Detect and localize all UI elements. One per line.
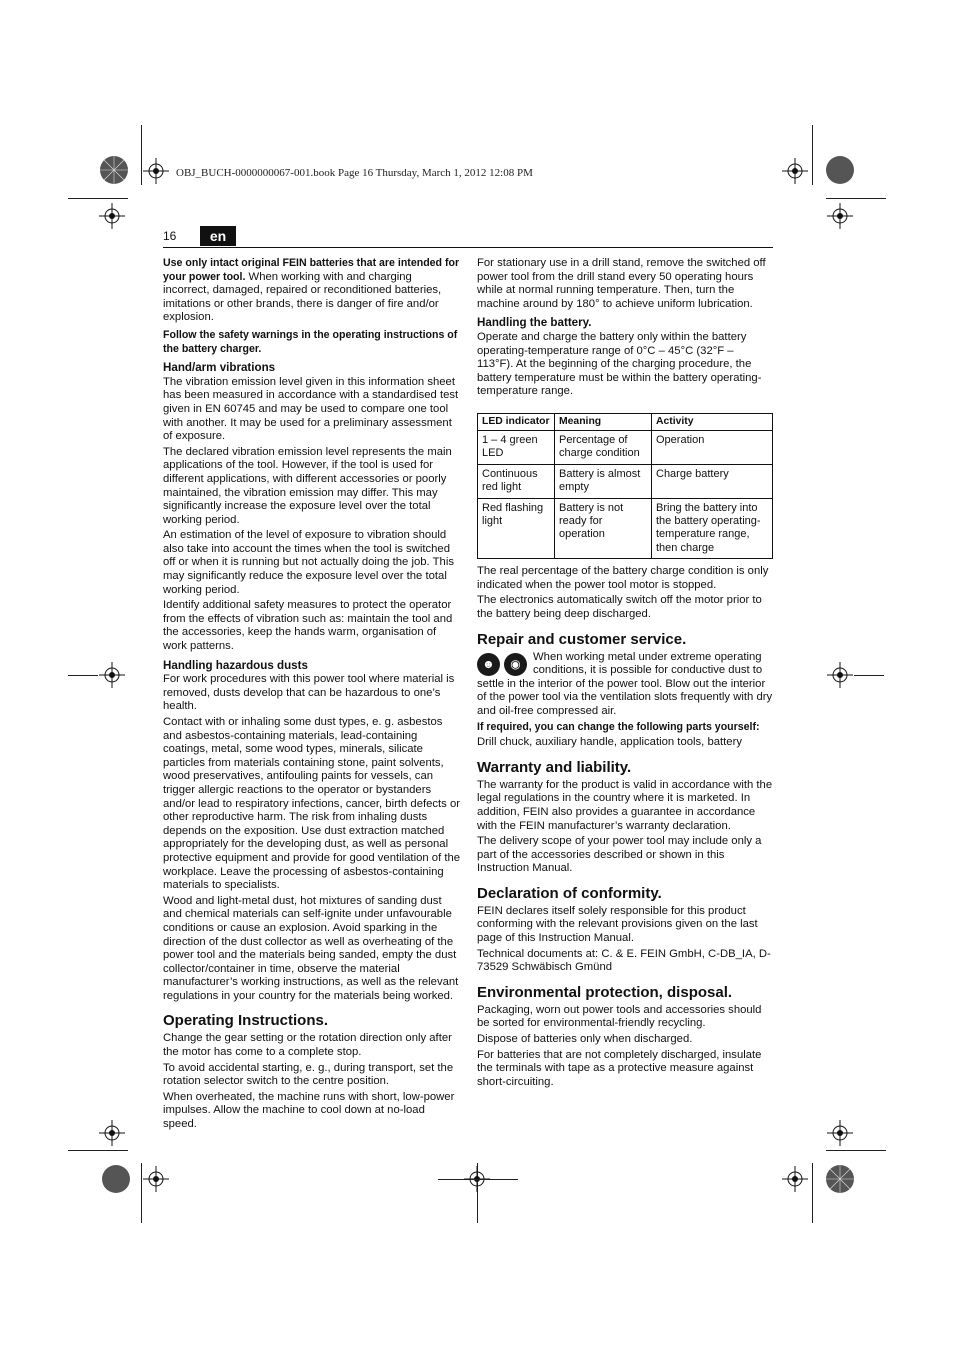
paragraph: The electronics automatically switch off the motor prior to the battery being deep discharged.: [477, 594, 762, 620]
warranty-heading: Warranty and liability.: [477, 758, 632, 776]
left-column: [163, 257, 461, 1134]
crosshair-icon: [827, 662, 853, 688]
paragraph: The warranty for the product is valid in accordance with the legal regulations in the country where it is marketed. In addition, FEIN also provides a guarantee in accordance with the FEIN manufacturer’s warranty declaration.: [477, 778, 773, 832]
dust-heading: Handling hazardous dusts: [163, 658, 308, 672]
paragraph: The vibration emission level given in this information sheet has been measured in accordance with a standardised test given in EN 60745 and may be used to compare one tool with another. It may be used for a preliminary assessment of exposure.: [163, 375, 459, 443]
table-header-row: [478, 413, 773, 430]
crosshair-icon: [782, 1166, 808, 1192]
face-mask-icon: ☻: [477, 653, 500, 676]
crosshair-icon: [782, 158, 808, 184]
table-row: [478, 464, 773, 498]
led-indicator-table: [477, 413, 773, 559]
paragraph: For batteries that are not completely discharged, insulate the terminals with tape as a protective measure against short-circuiting.: [477, 1048, 762, 1088]
table-cell: Battery is almost empty: [555, 464, 652, 498]
paragraph: For stationary use in a drill stand, remove the switched off power tool from the drill stand every 50 operating hours while at normal running temperature. Then, turn the machine around by 180° to achieve uniform lubrication.: [477, 257, 766, 310]
crosshair-icon: [99, 1120, 125, 1146]
table-cell: Charge battery: [652, 464, 773, 498]
paragraph: Packaging, worn out power tools and accessories should be sorted for environmental-friendly recycling.: [477, 1003, 762, 1030]
table-cell: Percentage of charge condition: [555, 430, 652, 464]
registration-target-icon: [100, 1163, 132, 1195]
table-row: [478, 430, 773, 464]
crosshair-icon: [827, 1120, 853, 1146]
table-cell: Bring the battery into the battery operating-temperature range, then charge: [652, 498, 773, 559]
operating-heading: Operating Instructions.: [163, 1012, 329, 1030]
paragraph: Wood and light-metal dust, hot mixtures of sanding dust and chemical materials can self-ignite under unfavourable conditions or cause an explosion. Avoid sparking in the direction of the dust collector as well as overheating of the power tool and the materials being sanded, empty the dust collector/container in time, observe the material manufacturer’s working instructions, as well as the relevant regulations in your country for the materials being worked.: [163, 894, 459, 1002]
column-header: LED indicator: [478, 413, 555, 430]
crosshair-icon: [143, 158, 169, 184]
table-cell: Operation: [652, 430, 773, 464]
crosshair-icon: [143, 1166, 169, 1192]
registration-target-icon: [824, 1163, 856, 1195]
environment-heading: Environmental protection, disposal.: [477, 983, 733, 1001]
charger-warning: Follow the safety warnings in the operating instructions of the battery charger.: [163, 328, 458, 355]
table-cell: 1 – 4 green LED: [478, 430, 555, 464]
paragraph: The declared vibration emission level represents the main applications of the tool. However, if the tool is used for different applications, with different accessories or poorly maintained, the vibration emission may differ. This may significantly increase the exposure level over the total working period.: [163, 445, 452, 526]
parts-heading: If required, you can change the following parts yourself:: [477, 720, 760, 733]
safety-icons: [477, 653, 529, 677]
paragraph: Technical documents at: C. & E. FEIN GmbH, C-DB_IA, D-73529 Schwäbisch Gmünd: [477, 947, 771, 974]
paragraph: Operate and charge the battery only within the battery operating-temperature range of 0°C – 45°C (32°F – 113°F). At the beginning of the charging procedure, the battery temperature must be within the battery operating-temperature range.: [477, 330, 762, 398]
column-header: Activity: [652, 413, 773, 430]
crosshair-icon: [827, 203, 853, 229]
paragraph: Drill chuck, auxiliary handle, application tools, battery: [477, 736, 742, 749]
language-tab: en: [200, 226, 236, 246]
declaration-heading: Declaration of conformity.: [477, 884, 662, 902]
right-column: [477, 257, 773, 1091]
registration-target-icon: [824, 154, 856, 186]
crosshair-icon: [99, 662, 125, 688]
registration-target-icon: [98, 154, 130, 186]
table-cell: Red flashing light: [478, 498, 555, 559]
table-row: [478, 498, 773, 559]
paragraph: When overheated, the machine runs with short, low-power impulses. Allow the machine to cool down at no-load speed.: [163, 1090, 455, 1131]
column-header: Meaning: [555, 413, 652, 430]
paragraph: The delivery scope of your power tool may include only a part of the accessories described or shown in this Instruction Manual.: [477, 835, 762, 875]
paragraph: An estimation of the level of exposure to vibration should also take into account the times when the tool is switched off or when it is running but not actually doing the job. This may significantly reduce the exposure level over the total working period.: [163, 529, 454, 596]
header-rule: [163, 247, 773, 248]
battery-warning-paragraph: Use only intact original FEIN batteries that are intended for your power tool. When working with and charging incorrect, damaged, repaired or reconditioned batteries, imitations or other brands, there is danger of fire and/or explosion.: [163, 257, 460, 324]
battery-heading: Handling the battery.: [477, 316, 592, 330]
paragraph: The real percentage of the battery charge condition is only indicated when the power tool motor is stopped.: [477, 565, 769, 591]
hand-arm-heading: Hand/arm vibrations: [163, 361, 276, 375]
table-cell: Continuous red light: [478, 464, 555, 498]
file-header: OBJ_BUCH-0000000067-001.book Page 16 Thursday, March 1, 2012 12:08 PM: [176, 167, 533, 179]
crosshair-icon: [99, 203, 125, 229]
paragraph: To avoid accidental starting, e. g., during transport, set the rotation selector switch to the centre position.: [163, 1061, 454, 1088]
paragraph: Change the gear setting or the rotation direction only after the motor has come to a complete stop.: [163, 1032, 452, 1059]
ear-protection-icon: ◉: [504, 653, 527, 676]
paragraph: FEIN declares itself solely responsible for this product conforming with the relevant provisions given on the last page of this Instruction Manual.: [477, 904, 758, 945]
paragraph: When working metal under extreme operating conditions, it is possible for conductive dust to settle in the interior of the power tool. Blow out the interior of the power tool via the ventilation slots frequently with dry and oil-free compressed air.: [477, 650, 773, 717]
paragraph: Contact with or inhaling some dust types, e. g. asbestos and asbestos-containing materials, lead-containing coatings, metal, some wood types, minerals, silicate particles from materials containing stone, paint solvents, wood preservatives, antifouling paints for vessels, can trigger allergic reactions to the operator or bystanders and/or lead to respiratory infections, cancer, birth defects or other reproductive harm. The risk from inhaling dusts depends on the exposition. Use dust extraction matched appropriately for the developing dust, as well as personal protective equipment and provide for good ventilation of the workplace. Leave the processing of asbestos-containing materials to specialists.: [163, 716, 461, 892]
paragraph: Identify additional safety measures to protect the operator from the effects of vibration such as: maintain the tool and the accessories, keep the hands warm, organisation of work patterns.: [163, 599, 453, 653]
repair-heading: Repair and customer service.: [477, 630, 687, 648]
paragraph: For work procedures with this power tool where material is removed, dusts develop that can be hazardous to one’s health.: [163, 673, 455, 713]
table-cell: Battery is not ready for operation: [555, 498, 652, 559]
paragraph: Dispose of batteries only when discharged.: [477, 1033, 693, 1046]
page-number: 16: [163, 229, 177, 243]
